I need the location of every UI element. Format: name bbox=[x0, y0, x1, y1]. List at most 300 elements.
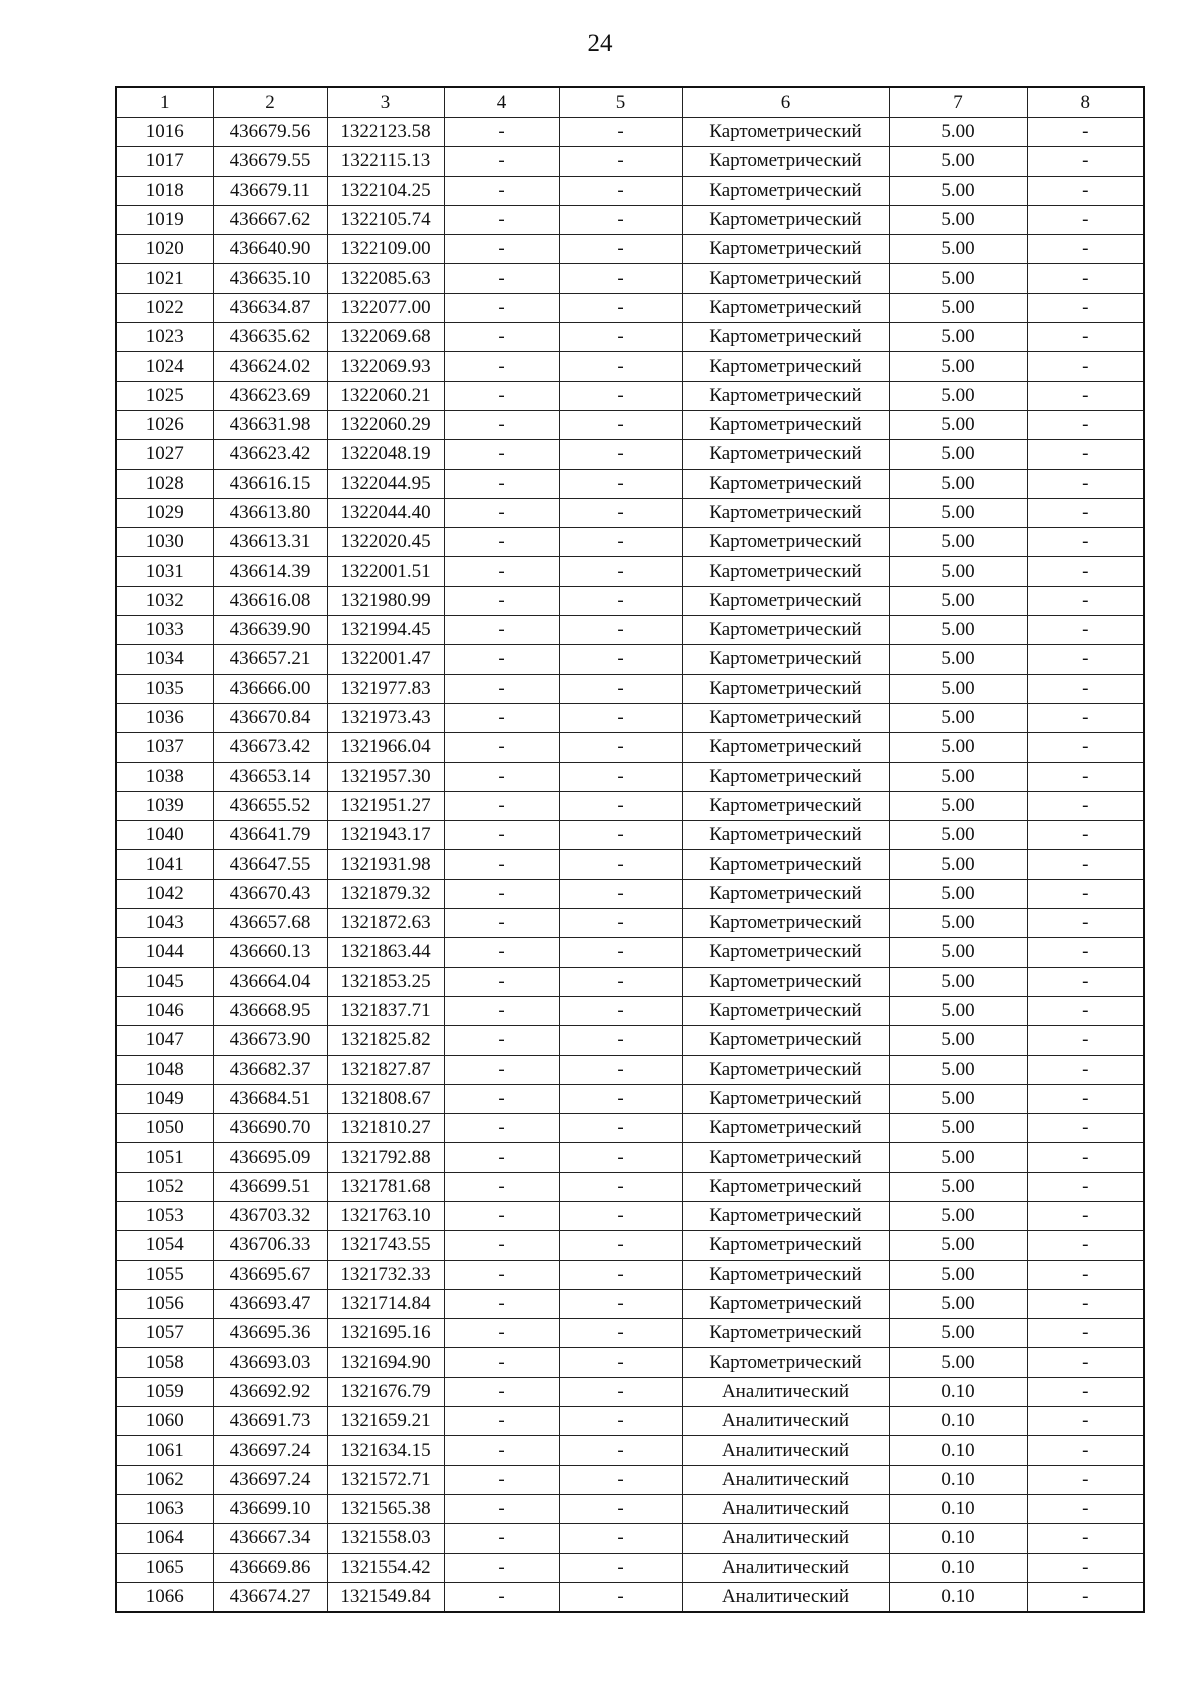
column-header-8: 8 bbox=[1027, 87, 1144, 118]
cell-col-8: - bbox=[1027, 1143, 1144, 1172]
cell-col-4: - bbox=[444, 938, 559, 967]
cell-col-4: - bbox=[444, 1553, 559, 1582]
cell-col-5: - bbox=[559, 1582, 682, 1612]
table-row bbox=[116, 293, 1144, 322]
cell-col-5: - bbox=[559, 1436, 682, 1465]
cell-method: Картометрический bbox=[682, 147, 889, 176]
cell-method: Картометрический bbox=[682, 1201, 889, 1230]
cell-method: Картометрический bbox=[682, 1026, 889, 1055]
cell-col-4: - bbox=[444, 1319, 559, 1348]
cell-col-8: - bbox=[1027, 1084, 1144, 1113]
table-row bbox=[116, 879, 1144, 908]
cell-y-coordinate: 1321659.21 bbox=[327, 1407, 444, 1436]
cell-accuracy: 5.00 bbox=[889, 205, 1027, 234]
table-row bbox=[116, 118, 1144, 147]
cell-y-coordinate: 1322060.21 bbox=[327, 381, 444, 410]
table-row bbox=[116, 1319, 1144, 1348]
cell-x-coordinate: 436616.08 bbox=[213, 586, 327, 615]
cell-method: Аналитический bbox=[682, 1407, 889, 1436]
cell-col-5: - bbox=[559, 381, 682, 410]
cell-point-number: 1032 bbox=[116, 586, 213, 615]
cell-col-8: - bbox=[1027, 205, 1144, 234]
cell-point-number: 1018 bbox=[116, 176, 213, 205]
cell-col-5: - bbox=[559, 996, 682, 1025]
cell-accuracy: 5.00 bbox=[889, 1260, 1027, 1289]
cell-col-8: - bbox=[1027, 1524, 1144, 1553]
cell-col-5: - bbox=[559, 850, 682, 879]
cell-col-8: - bbox=[1027, 674, 1144, 703]
cell-accuracy: 5.00 bbox=[889, 381, 1027, 410]
cell-point-number: 1030 bbox=[116, 528, 213, 557]
cell-accuracy: 5.00 bbox=[889, 235, 1027, 264]
cell-y-coordinate: 1321634.15 bbox=[327, 1436, 444, 1465]
cell-col-4: - bbox=[444, 703, 559, 732]
cell-y-coordinate: 1322020.45 bbox=[327, 528, 444, 557]
cell-col-5: - bbox=[559, 498, 682, 527]
table-row bbox=[116, 586, 1144, 615]
cell-x-coordinate: 436670.84 bbox=[213, 703, 327, 732]
cell-col-8: - bbox=[1027, 1201, 1144, 1230]
cell-accuracy: 5.00 bbox=[889, 498, 1027, 527]
cell-method: Картометрический bbox=[682, 703, 889, 732]
cell-y-coordinate: 1321694.90 bbox=[327, 1348, 444, 1377]
cell-accuracy: 5.00 bbox=[889, 323, 1027, 352]
cell-y-coordinate: 1321808.67 bbox=[327, 1084, 444, 1113]
cell-col-5: - bbox=[559, 1524, 682, 1553]
column-header-5: 5 bbox=[559, 87, 682, 118]
cell-y-coordinate: 1322077.00 bbox=[327, 293, 444, 322]
cell-y-coordinate: 1321825.82 bbox=[327, 1026, 444, 1055]
table-row bbox=[116, 733, 1144, 762]
cell-method: Картометрический bbox=[682, 1084, 889, 1113]
cell-method: Картометрический bbox=[682, 440, 889, 469]
table-row bbox=[116, 440, 1144, 469]
cell-col-8: - bbox=[1027, 909, 1144, 938]
cell-x-coordinate: 436679.56 bbox=[213, 118, 327, 147]
cell-col-8: - bbox=[1027, 996, 1144, 1025]
table-body bbox=[116, 118, 1144, 1613]
table-row bbox=[116, 1143, 1144, 1172]
cell-point-number: 1044 bbox=[116, 938, 213, 967]
cell-point-number: 1036 bbox=[116, 703, 213, 732]
cell-col-4: - bbox=[444, 967, 559, 996]
cell-y-coordinate: 1321792.88 bbox=[327, 1143, 444, 1172]
cell-col-4: - bbox=[444, 176, 559, 205]
cell-col-5: - bbox=[559, 879, 682, 908]
cell-method: Аналитический bbox=[682, 1436, 889, 1465]
cell-point-number: 1031 bbox=[116, 557, 213, 586]
cell-accuracy: 5.00 bbox=[889, 909, 1027, 938]
cell-y-coordinate: 1321966.04 bbox=[327, 733, 444, 762]
table-row bbox=[116, 235, 1144, 264]
cell-method: Картометрический bbox=[682, 323, 889, 352]
cell-accuracy: 5.00 bbox=[889, 1319, 1027, 1348]
cell-col-5: - bbox=[559, 1084, 682, 1113]
cell-method: Картометрический bbox=[682, 1055, 889, 1084]
table-row bbox=[116, 1465, 1144, 1494]
cell-col-8: - bbox=[1027, 1348, 1144, 1377]
cell-x-coordinate: 436631.98 bbox=[213, 410, 327, 439]
cell-col-4: - bbox=[444, 323, 559, 352]
cell-x-coordinate: 436699.10 bbox=[213, 1494, 327, 1523]
cell-method: Картометрический bbox=[682, 498, 889, 527]
cell-col-5: - bbox=[559, 909, 682, 938]
cell-x-coordinate: 436706.33 bbox=[213, 1231, 327, 1260]
cell-method: Картометрический bbox=[682, 1172, 889, 1201]
cell-x-coordinate: 436613.80 bbox=[213, 498, 327, 527]
cell-method: Картометрический bbox=[682, 879, 889, 908]
cell-col-5: - bbox=[559, 967, 682, 996]
cell-y-coordinate: 1321863.44 bbox=[327, 938, 444, 967]
cell-col-4: - bbox=[444, 996, 559, 1025]
cell-method: Аналитический bbox=[682, 1377, 889, 1406]
cell-x-coordinate: 436693.47 bbox=[213, 1289, 327, 1318]
cell-col-8: - bbox=[1027, 147, 1144, 176]
column-header-3: 3 bbox=[327, 87, 444, 118]
cell-x-coordinate: 436635.62 bbox=[213, 323, 327, 352]
cell-point-number: 1022 bbox=[116, 293, 213, 322]
cell-accuracy: 5.00 bbox=[889, 557, 1027, 586]
page-number: 24 bbox=[587, 30, 613, 57]
cell-col-4: - bbox=[444, 469, 559, 498]
cell-col-8: - bbox=[1027, 879, 1144, 908]
cell-col-4: - bbox=[444, 733, 559, 762]
cell-accuracy: 5.00 bbox=[889, 1143, 1027, 1172]
cell-col-8: - bbox=[1027, 1231, 1144, 1260]
table-row bbox=[116, 147, 1144, 176]
cell-accuracy: 5.00 bbox=[889, 850, 1027, 879]
cell-col-4: - bbox=[444, 1084, 559, 1113]
table-row bbox=[116, 1201, 1144, 1230]
cell-accuracy: 5.00 bbox=[889, 293, 1027, 322]
cell-col-8: - bbox=[1027, 1260, 1144, 1289]
cell-method: Картометрический bbox=[682, 264, 889, 293]
cell-y-coordinate: 1322069.93 bbox=[327, 352, 444, 381]
column-header-2: 2 bbox=[213, 87, 327, 118]
cell-y-coordinate: 1321879.32 bbox=[327, 879, 444, 908]
cell-x-coordinate: 436684.51 bbox=[213, 1084, 327, 1113]
cell-accuracy: 5.00 bbox=[889, 1289, 1027, 1318]
table-row bbox=[116, 1407, 1144, 1436]
cell-x-coordinate: 436674.27 bbox=[213, 1582, 327, 1612]
cell-x-coordinate: 436666.00 bbox=[213, 674, 327, 703]
cell-y-coordinate: 1321994.45 bbox=[327, 616, 444, 645]
cell-method: Картометрический bbox=[682, 352, 889, 381]
cell-col-5: - bbox=[559, 205, 682, 234]
cell-x-coordinate: 436673.42 bbox=[213, 733, 327, 762]
cell-col-4: - bbox=[444, 1582, 559, 1612]
cell-col-8: - bbox=[1027, 352, 1144, 381]
cell-y-coordinate: 1321951.27 bbox=[327, 791, 444, 820]
cell-accuracy: 5.00 bbox=[889, 586, 1027, 615]
cell-point-number: 1058 bbox=[116, 1348, 213, 1377]
cell-x-coordinate: 436670.43 bbox=[213, 879, 327, 908]
table-row bbox=[116, 967, 1144, 996]
cell-col-8: - bbox=[1027, 293, 1144, 322]
cell-x-coordinate: 436616.15 bbox=[213, 469, 327, 498]
cell-method: Картометрический bbox=[682, 381, 889, 410]
table-row bbox=[116, 821, 1144, 850]
cell-col-5: - bbox=[559, 616, 682, 645]
table-row bbox=[116, 909, 1144, 938]
table-row bbox=[116, 850, 1144, 879]
cell-accuracy: 5.00 bbox=[889, 733, 1027, 762]
table-row bbox=[116, 352, 1144, 381]
cell-accuracy: 0.10 bbox=[889, 1377, 1027, 1406]
table-row bbox=[116, 1436, 1144, 1465]
cell-point-number: 1060 bbox=[116, 1407, 213, 1436]
table-row bbox=[116, 410, 1144, 439]
cell-point-number: 1033 bbox=[116, 616, 213, 645]
cell-method: Картометрический bbox=[682, 967, 889, 996]
cell-method: Картометрический bbox=[682, 791, 889, 820]
cell-x-coordinate: 436697.24 bbox=[213, 1465, 327, 1494]
cell-accuracy: 5.00 bbox=[889, 352, 1027, 381]
cell-col-4: - bbox=[444, 1524, 559, 1553]
cell-y-coordinate: 1321549.84 bbox=[327, 1582, 444, 1612]
cell-y-coordinate: 1322044.40 bbox=[327, 498, 444, 527]
cell-col-4: - bbox=[444, 1289, 559, 1318]
cell-col-5: - bbox=[559, 557, 682, 586]
cell-point-number: 1041 bbox=[116, 850, 213, 879]
cell-col-5: - bbox=[559, 118, 682, 147]
cell-col-8: - bbox=[1027, 1436, 1144, 1465]
cell-point-number: 1021 bbox=[116, 264, 213, 293]
cell-point-number: 1063 bbox=[116, 1494, 213, 1523]
cell-point-number: 1023 bbox=[116, 323, 213, 352]
cell-y-coordinate: 1321676.79 bbox=[327, 1377, 444, 1406]
cell-y-coordinate: 1321781.68 bbox=[327, 1172, 444, 1201]
cell-method: Картометрический bbox=[682, 293, 889, 322]
table-row bbox=[116, 1084, 1144, 1113]
cell-x-coordinate: 436667.34 bbox=[213, 1524, 327, 1553]
cell-col-8: - bbox=[1027, 1465, 1144, 1494]
cell-col-4: - bbox=[444, 528, 559, 557]
cell-col-4: - bbox=[444, 352, 559, 381]
cell-y-coordinate: 1322044.95 bbox=[327, 469, 444, 498]
cell-col-8: - bbox=[1027, 1582, 1144, 1612]
table-row bbox=[116, 469, 1144, 498]
cell-accuracy: 5.00 bbox=[889, 440, 1027, 469]
cell-method: Картометрический bbox=[682, 1289, 889, 1318]
cell-y-coordinate: 1322104.25 bbox=[327, 176, 444, 205]
cell-col-8: - bbox=[1027, 557, 1144, 586]
cell-y-coordinate: 1322069.68 bbox=[327, 323, 444, 352]
cell-x-coordinate: 436673.90 bbox=[213, 1026, 327, 1055]
cell-accuracy: 5.00 bbox=[889, 264, 1027, 293]
cell-x-coordinate: 436699.51 bbox=[213, 1172, 327, 1201]
cell-col-5: - bbox=[559, 1348, 682, 1377]
cell-col-5: - bbox=[559, 1201, 682, 1230]
cell-method: Картометрический bbox=[682, 235, 889, 264]
cell-col-4: - bbox=[444, 879, 559, 908]
cell-x-coordinate: 436657.21 bbox=[213, 645, 327, 674]
cell-y-coordinate: 1321943.17 bbox=[327, 821, 444, 850]
cell-x-coordinate: 436693.03 bbox=[213, 1348, 327, 1377]
table-row bbox=[116, 1553, 1144, 1582]
cell-y-coordinate: 1321973.43 bbox=[327, 703, 444, 732]
cell-point-number: 1020 bbox=[116, 235, 213, 264]
cell-method: Картометрический bbox=[682, 762, 889, 791]
cell-point-number: 1053 bbox=[116, 1201, 213, 1230]
cell-col-8: - bbox=[1027, 967, 1144, 996]
cell-col-5: - bbox=[559, 1465, 682, 1494]
cell-col-5: - bbox=[559, 586, 682, 615]
cell-col-8: - bbox=[1027, 498, 1144, 527]
cell-method: Аналитический bbox=[682, 1582, 889, 1612]
cell-col-4: - bbox=[444, 616, 559, 645]
cell-method: Картометрический bbox=[682, 850, 889, 879]
cell-point-number: 1057 bbox=[116, 1319, 213, 1348]
cell-col-4: - bbox=[444, 850, 559, 879]
cell-point-number: 1019 bbox=[116, 205, 213, 234]
cell-accuracy: 5.00 bbox=[889, 1026, 1027, 1055]
table-row bbox=[116, 381, 1144, 410]
cell-accuracy: 5.00 bbox=[889, 996, 1027, 1025]
cell-col-8: - bbox=[1027, 1553, 1144, 1582]
cell-y-coordinate: 1321695.16 bbox=[327, 1319, 444, 1348]
table-row bbox=[116, 323, 1144, 352]
cell-method: Картометрический bbox=[682, 996, 889, 1025]
cell-point-number: 1029 bbox=[116, 498, 213, 527]
cell-col-8: - bbox=[1027, 469, 1144, 498]
cell-col-4: - bbox=[444, 1172, 559, 1201]
cell-accuracy: 5.00 bbox=[889, 645, 1027, 674]
cell-col-4: - bbox=[444, 498, 559, 527]
cell-method: Картометрический bbox=[682, 616, 889, 645]
cell-point-number: 1027 bbox=[116, 440, 213, 469]
cell-col-5: - bbox=[559, 1494, 682, 1523]
cell-method: Картометрический bbox=[682, 938, 889, 967]
cell-method: Аналитический bbox=[682, 1553, 889, 1582]
cell-method: Аналитический bbox=[682, 1465, 889, 1494]
header-row bbox=[116, 87, 1144, 118]
cell-accuracy: 5.00 bbox=[889, 176, 1027, 205]
cell-point-number: 1066 bbox=[116, 1582, 213, 1612]
cell-accuracy: 5.00 bbox=[889, 118, 1027, 147]
cell-x-coordinate: 436703.32 bbox=[213, 1201, 327, 1230]
table-row bbox=[116, 645, 1144, 674]
cell-x-coordinate: 436639.90 bbox=[213, 616, 327, 645]
cell-col-4: - bbox=[444, 762, 559, 791]
cell-col-5: - bbox=[559, 1114, 682, 1143]
cell-col-5: - bbox=[559, 733, 682, 762]
cell-col-5: - bbox=[559, 323, 682, 352]
cell-point-number: 1046 bbox=[116, 996, 213, 1025]
cell-accuracy: 5.00 bbox=[889, 1172, 1027, 1201]
cell-col-4: - bbox=[444, 381, 559, 410]
cell-col-8: - bbox=[1027, 616, 1144, 645]
cell-y-coordinate: 1321565.38 bbox=[327, 1494, 444, 1523]
table-row bbox=[116, 1260, 1144, 1289]
cell-method: Картометрический bbox=[682, 205, 889, 234]
cell-y-coordinate: 1321977.83 bbox=[327, 674, 444, 703]
cell-col-4: - bbox=[444, 264, 559, 293]
cell-method: Картометрический bbox=[682, 469, 889, 498]
cell-col-4: - bbox=[444, 557, 559, 586]
cell-accuracy: 5.00 bbox=[889, 1348, 1027, 1377]
cell-col-5: - bbox=[559, 176, 682, 205]
cell-point-number: 1045 bbox=[116, 967, 213, 996]
cell-x-coordinate: 436640.90 bbox=[213, 235, 327, 264]
cell-col-5: - bbox=[559, 469, 682, 498]
cell-col-5: - bbox=[559, 703, 682, 732]
table-row bbox=[116, 1582, 1144, 1612]
cell-y-coordinate: 1322115.13 bbox=[327, 147, 444, 176]
table-row bbox=[116, 1524, 1144, 1553]
cell-col-8: - bbox=[1027, 176, 1144, 205]
cell-col-4: - bbox=[444, 147, 559, 176]
cell-col-4: - bbox=[444, 1377, 559, 1406]
coordinates-table bbox=[115, 86, 1145, 1613]
cell-col-8: - bbox=[1027, 821, 1144, 850]
cell-accuracy: 5.00 bbox=[889, 1114, 1027, 1143]
cell-method: Картометрический bbox=[682, 557, 889, 586]
cell-accuracy: 5.00 bbox=[889, 791, 1027, 820]
cell-accuracy: 5.00 bbox=[889, 1084, 1027, 1113]
cell-col-8: - bbox=[1027, 1055, 1144, 1084]
cell-accuracy: 5.00 bbox=[889, 616, 1027, 645]
cell-col-5: - bbox=[559, 440, 682, 469]
cell-col-8: - bbox=[1027, 850, 1144, 879]
cell-accuracy: 5.00 bbox=[889, 469, 1027, 498]
cell-point-number: 1065 bbox=[116, 1553, 213, 1582]
cell-y-coordinate: 1322123.58 bbox=[327, 118, 444, 147]
cell-col-8: - bbox=[1027, 1289, 1144, 1318]
cell-point-number: 1049 bbox=[116, 1084, 213, 1113]
column-header-7: 7 bbox=[889, 87, 1027, 118]
cell-accuracy: 5.00 bbox=[889, 410, 1027, 439]
cell-point-number: 1043 bbox=[116, 909, 213, 938]
cell-y-coordinate: 1321853.25 bbox=[327, 967, 444, 996]
cell-point-number: 1039 bbox=[116, 791, 213, 820]
cell-accuracy: 5.00 bbox=[889, 762, 1027, 791]
cell-method: Картометрический bbox=[682, 528, 889, 557]
cell-col-8: - bbox=[1027, 1494, 1144, 1523]
cell-x-coordinate: 436695.09 bbox=[213, 1143, 327, 1172]
cell-x-coordinate: 436655.52 bbox=[213, 791, 327, 820]
cell-method: Картометрический bbox=[682, 1143, 889, 1172]
cell-point-number: 1017 bbox=[116, 147, 213, 176]
cell-col-4: - bbox=[444, 293, 559, 322]
table-row bbox=[116, 557, 1144, 586]
cell-col-5: - bbox=[559, 1172, 682, 1201]
cell-point-number: 1040 bbox=[116, 821, 213, 850]
table-row bbox=[116, 938, 1144, 967]
cell-accuracy: 5.00 bbox=[889, 147, 1027, 176]
table-row bbox=[116, 1026, 1144, 1055]
cell-col-5: - bbox=[559, 235, 682, 264]
cell-col-8: - bbox=[1027, 1319, 1144, 1348]
table-row bbox=[116, 1289, 1144, 1318]
cell-col-8: - bbox=[1027, 1407, 1144, 1436]
cell-col-4: - bbox=[444, 205, 559, 234]
table-row bbox=[116, 176, 1144, 205]
column-header-4: 4 bbox=[444, 87, 559, 118]
cell-accuracy: 5.00 bbox=[889, 1201, 1027, 1230]
cell-x-coordinate: 436679.11 bbox=[213, 176, 327, 205]
cell-col-8: - bbox=[1027, 645, 1144, 674]
cell-col-4: - bbox=[444, 1260, 559, 1289]
cell-col-8: - bbox=[1027, 938, 1144, 967]
cell-col-5: - bbox=[559, 1143, 682, 1172]
cell-accuracy: 0.10 bbox=[889, 1494, 1027, 1523]
cell-x-coordinate: 436613.31 bbox=[213, 528, 327, 557]
cell-col-5: - bbox=[559, 352, 682, 381]
cell-point-number: 1037 bbox=[116, 733, 213, 762]
cell-accuracy: 0.10 bbox=[889, 1553, 1027, 1582]
table-row bbox=[116, 703, 1144, 732]
